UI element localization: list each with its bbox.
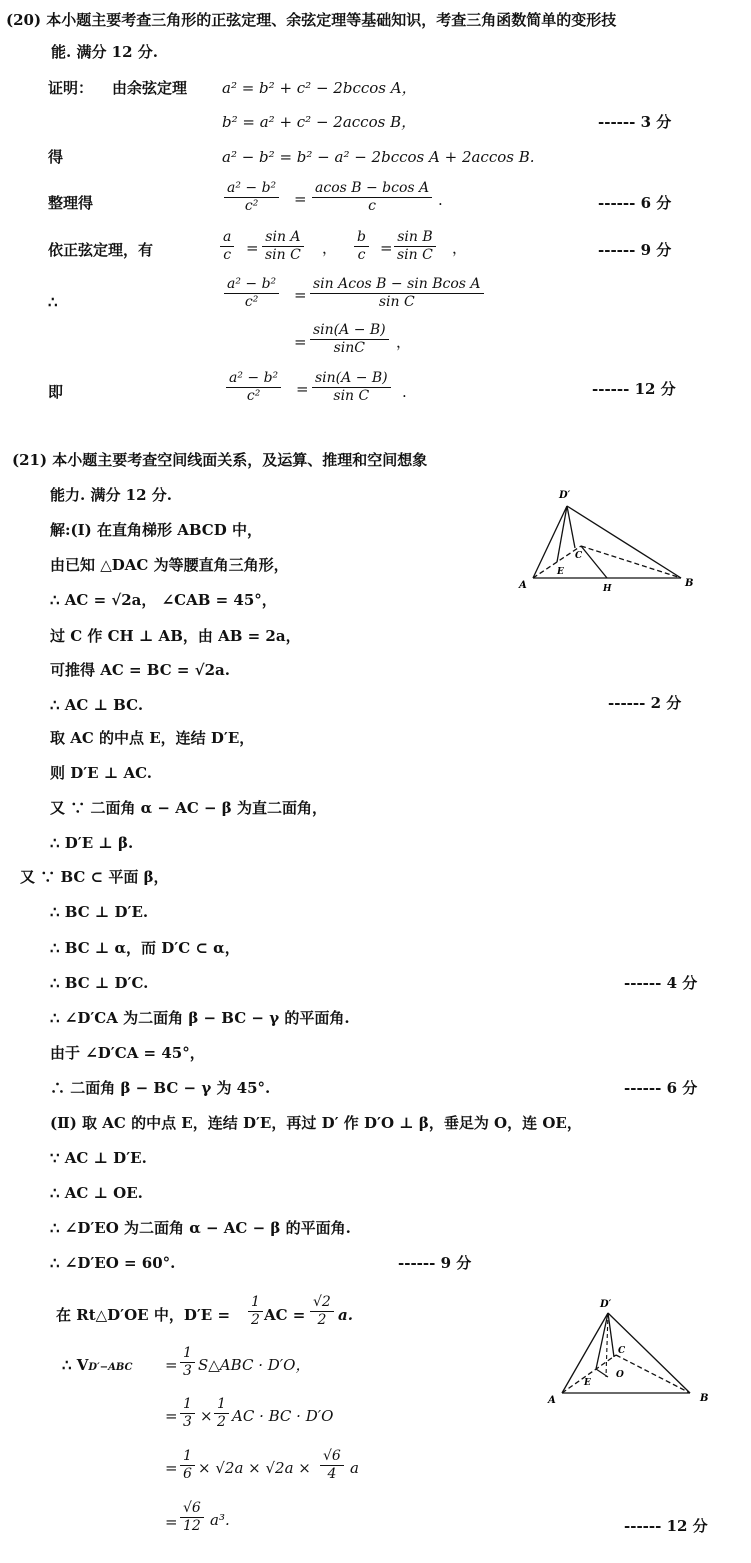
volume-expression-2: AC · BC · D′O bbox=[232, 1407, 334, 1425]
numerator: √2 bbox=[310, 1294, 334, 1312]
denominator: sin C bbox=[378, 294, 415, 310]
comma: ， bbox=[396, 333, 412, 351]
fraction-b-c bbox=[354, 229, 369, 264]
fraction-one-third bbox=[180, 1396, 195, 1431]
sol-line-13: ∴ BC ⊥ α，而 D′C ⊂ α， bbox=[50, 939, 240, 957]
sol-line-18: (Ⅱ) 取 AC 的中点 E，连结 D′E，再过 D′ 作 D′O ⊥ β，垂足为 O，连 OE， bbox=[50, 1114, 582, 1132]
sol-line-16: 由于 ∠D′CA = 45°， bbox=[50, 1044, 205, 1062]
numerator: b bbox=[354, 229, 369, 247]
edge-DC bbox=[567, 506, 575, 548]
ji-label: 即 bbox=[48, 383, 64, 401]
denominator: c bbox=[223, 247, 232, 263]
numerator: sin(A − B) bbox=[312, 370, 391, 388]
numerator: a bbox=[220, 229, 234, 247]
edge-DB bbox=[567, 506, 681, 578]
label-A: A bbox=[548, 1395, 556, 1406]
sol-line-6: ∴ AC ⊥ BC. bbox=[50, 696, 144, 714]
q20-header-cont: 能. 满分 12 分. bbox=[51, 43, 158, 61]
edge-CH bbox=[581, 546, 607, 578]
fraction-diff-squares bbox=[224, 180, 279, 215]
sol-line-12: ∴ BC ⊥ D′E. bbox=[50, 903, 149, 921]
period: . bbox=[402, 383, 407, 401]
numerator: a² − b² bbox=[226, 370, 281, 388]
a-symbol: a bbox=[350, 1459, 359, 1477]
equals: = bbox=[296, 380, 309, 398]
fraction-sin-diff-final bbox=[312, 370, 391, 405]
label-E: E bbox=[557, 567, 564, 577]
sol-line-8: 则 D′E ⊥ AC. bbox=[50, 764, 152, 782]
rt-triangle-text: 在 Rt△D′OE 中，D′E = bbox=[56, 1306, 231, 1324]
equals: = bbox=[294, 286, 307, 304]
equation-1: a² = b² + c² − 2bccos A， bbox=[222, 79, 417, 97]
sol-line-1: 解:(Ⅰ) 在直角梯形 ABCD 中， bbox=[50, 521, 262, 539]
label-E: E bbox=[584, 1378, 591, 1388]
volume-symbol bbox=[62, 1355, 132, 1378]
therefore-symbol: ∴ bbox=[48, 293, 58, 311]
sol-line-22: ∴ ∠D′EO = 60°. bbox=[50, 1254, 176, 1272]
score-12b: ------ 12 分 bbox=[624, 1517, 708, 1535]
tetrahedron-figure-2 bbox=[540, 1295, 720, 1407]
sol-line-10: ∴ D′E ⊥ β. bbox=[50, 834, 134, 852]
period: . bbox=[438, 191, 443, 209]
volume-subscript: D′−ABC bbox=[88, 1362, 133, 1373]
fraction-a-c bbox=[220, 229, 234, 264]
numerator: 1 bbox=[214, 1396, 229, 1414]
score-9: ------ 9 分 bbox=[598, 241, 672, 259]
comma: ， bbox=[452, 239, 468, 257]
sol-line-17: ∴ 二面角 β − BC − γ 为 45°. bbox=[50, 1079, 271, 1097]
label-O: O bbox=[616, 1370, 624, 1380]
denominator: sin C bbox=[397, 247, 433, 263]
denominator: sin C bbox=[265, 247, 301, 263]
denominator: c² bbox=[246, 388, 261, 404]
denominator: 3 bbox=[183, 1363, 192, 1379]
fraction-one-half bbox=[248, 1294, 263, 1329]
sol-line-3: ∴ AC = √2a， ∠CAB = 45°， bbox=[50, 591, 277, 609]
q21-header-cont: 能力. 满分 12 分. bbox=[50, 486, 172, 504]
denominator: c² bbox=[244, 294, 259, 310]
denominator: 6 bbox=[183, 1466, 192, 1482]
de-label: 得 bbox=[48, 148, 64, 166]
volume-expression-3: × √2a × √2a × bbox=[198, 1459, 311, 1477]
score-3: ------ 3 分 bbox=[598, 113, 672, 131]
label-C: C bbox=[618, 1346, 626, 1356]
numerator: sin(A − B) bbox=[310, 322, 389, 340]
sol-line-20: ∴ AC ⊥ OE. bbox=[50, 1184, 143, 1202]
score-2: ------ 2 分 bbox=[608, 694, 682, 712]
label-D: D′ bbox=[559, 490, 571, 501]
fraction-diff-squares bbox=[224, 276, 279, 311]
fraction-one-half bbox=[214, 1396, 229, 1431]
label-C: C bbox=[575, 551, 583, 561]
equation-2: b² = a² + c² − 2accos B， bbox=[222, 113, 417, 131]
sine-law-label: 依正弦定理，有 bbox=[48, 241, 154, 259]
a-period: a. bbox=[338, 1306, 353, 1324]
denominator: sinC bbox=[333, 340, 366, 356]
sol-line-5: 可推得 AC = BC = √2a. bbox=[50, 661, 230, 679]
q20-header: (20) 本小题主要考查三角形的正弦定理、余弦定理等基础知识，考查三角函数简单的变形技 bbox=[6, 11, 617, 29]
fraction-acosb bbox=[312, 180, 432, 215]
denominator: c bbox=[357, 247, 366, 263]
sol-line-9: 又 ∵ 二面角 α − AC − β 为直二面角， bbox=[50, 799, 327, 817]
equation-3: a² − b² = b² − a² − 2bccos A + 2accos B. bbox=[222, 148, 535, 166]
sol-line-19: ∵ AC ⊥ D′E. bbox=[50, 1149, 147, 1167]
ac-equals: AC = bbox=[264, 1306, 306, 1324]
fraction-one-third bbox=[180, 1345, 195, 1380]
equals: = bbox=[380, 239, 393, 257]
sol-line-15: ∴ ∠D′CA 为二面角 β − BC − γ 的平面角. bbox=[50, 1009, 350, 1027]
equals: = bbox=[165, 1356, 178, 1374]
fraction-root2-over-2 bbox=[310, 1294, 334, 1329]
score-6b: ------ 6 分 bbox=[624, 1079, 698, 1097]
denominator: sin C bbox=[333, 388, 370, 404]
a-cubed: a³. bbox=[210, 1511, 230, 1529]
score-6: ------ 6 分 bbox=[598, 194, 672, 212]
numerator: 1 bbox=[180, 1396, 195, 1414]
fraction-sinA-sinC bbox=[262, 229, 304, 264]
label-D: D′ bbox=[600, 1299, 612, 1310]
denominator: c² bbox=[244, 198, 259, 214]
sol-line-4: 过 C 作 CH ⊥ AB，由 AB = 2a， bbox=[50, 627, 301, 645]
numerator: 1 bbox=[180, 1448, 195, 1466]
denominator: c bbox=[368, 198, 376, 214]
equals: = bbox=[246, 239, 259, 257]
zhengli-label: 整理得 bbox=[48, 194, 94, 212]
numerator: √6 bbox=[180, 1500, 204, 1518]
denominator: 2 bbox=[217, 1414, 226, 1430]
fraction-sinB-sinC bbox=[394, 229, 436, 264]
equals: = bbox=[294, 190, 307, 208]
fraction-expanded bbox=[310, 276, 484, 311]
sol-line-21: ∴ ∠D′EO 为二面角 α − AC − β 的平面角. bbox=[50, 1219, 351, 1237]
sol-line-11: 又 ∵ BC ⊂ 平面 β， bbox=[20, 868, 169, 886]
label-A: A bbox=[519, 580, 527, 591]
label-B: B bbox=[685, 578, 694, 589]
sol-line-14: ∴ BC ⊥ D′C. bbox=[50, 974, 149, 992]
denominator: 3 bbox=[183, 1414, 192, 1430]
edge-CB bbox=[616, 1355, 690, 1393]
numerator: 1 bbox=[180, 1345, 195, 1363]
denominator: 12 bbox=[183, 1518, 201, 1534]
denominator: 2 bbox=[317, 1312, 327, 1328]
edge-DE bbox=[596, 1313, 608, 1369]
comma: ， bbox=[322, 239, 338, 257]
numerator: sin B bbox=[394, 229, 436, 247]
equals: = bbox=[294, 333, 307, 351]
cos-law-label: 由余弦定理 bbox=[112, 79, 188, 97]
equals: = bbox=[165, 1459, 178, 1477]
score-12: ------ 12 分 bbox=[592, 380, 676, 398]
fraction-sin-diff bbox=[310, 322, 389, 357]
equals: = bbox=[165, 1407, 178, 1425]
score-4: ------ 4 分 bbox=[624, 974, 698, 992]
edge-CB bbox=[581, 546, 681, 578]
proof-label: 证明： bbox=[48, 79, 94, 97]
sol-line-7: 取 AC 的中点 E，连结 D′E， bbox=[50, 729, 255, 747]
fraction-root6-over-4 bbox=[320, 1448, 344, 1483]
times: × bbox=[200, 1407, 213, 1425]
edge-DE bbox=[557, 506, 567, 562]
fraction-root6-over-12 bbox=[180, 1500, 204, 1535]
q21-header: (21) 本小题主要考查空间线面关系，及运算、推理和空间想象 bbox=[12, 451, 428, 469]
edge-DC bbox=[608, 1313, 614, 1357]
numerator: sin A bbox=[262, 229, 304, 247]
numerator: √6 bbox=[320, 1448, 344, 1466]
numerator: a² − b² bbox=[224, 276, 279, 294]
fraction-one-sixth bbox=[180, 1448, 195, 1483]
numerator: acos B − bcos A bbox=[312, 180, 432, 198]
equals: = bbox=[165, 1513, 178, 1531]
numerator: a² − b² bbox=[224, 180, 279, 198]
numerator: sin Acos B − sin Bcos A bbox=[310, 276, 484, 294]
denominator: 2 bbox=[251, 1312, 260, 1328]
denominator: 4 bbox=[327, 1466, 337, 1482]
volume-v: ∴ V bbox=[62, 1356, 89, 1374]
volume-expression: S△ABC · D′O， bbox=[198, 1356, 311, 1374]
label-H: H bbox=[603, 584, 612, 594]
label-B: B bbox=[700, 1393, 709, 1404]
numerator: 1 bbox=[248, 1294, 263, 1312]
fraction-diff-squares bbox=[226, 370, 281, 405]
tetrahedron-figure-1 bbox=[515, 484, 705, 596]
sol-line-2: 由已知 △DAC 为等腰直角三角形， bbox=[50, 556, 289, 574]
score-9b: ------ 9 分 bbox=[398, 1254, 472, 1272]
